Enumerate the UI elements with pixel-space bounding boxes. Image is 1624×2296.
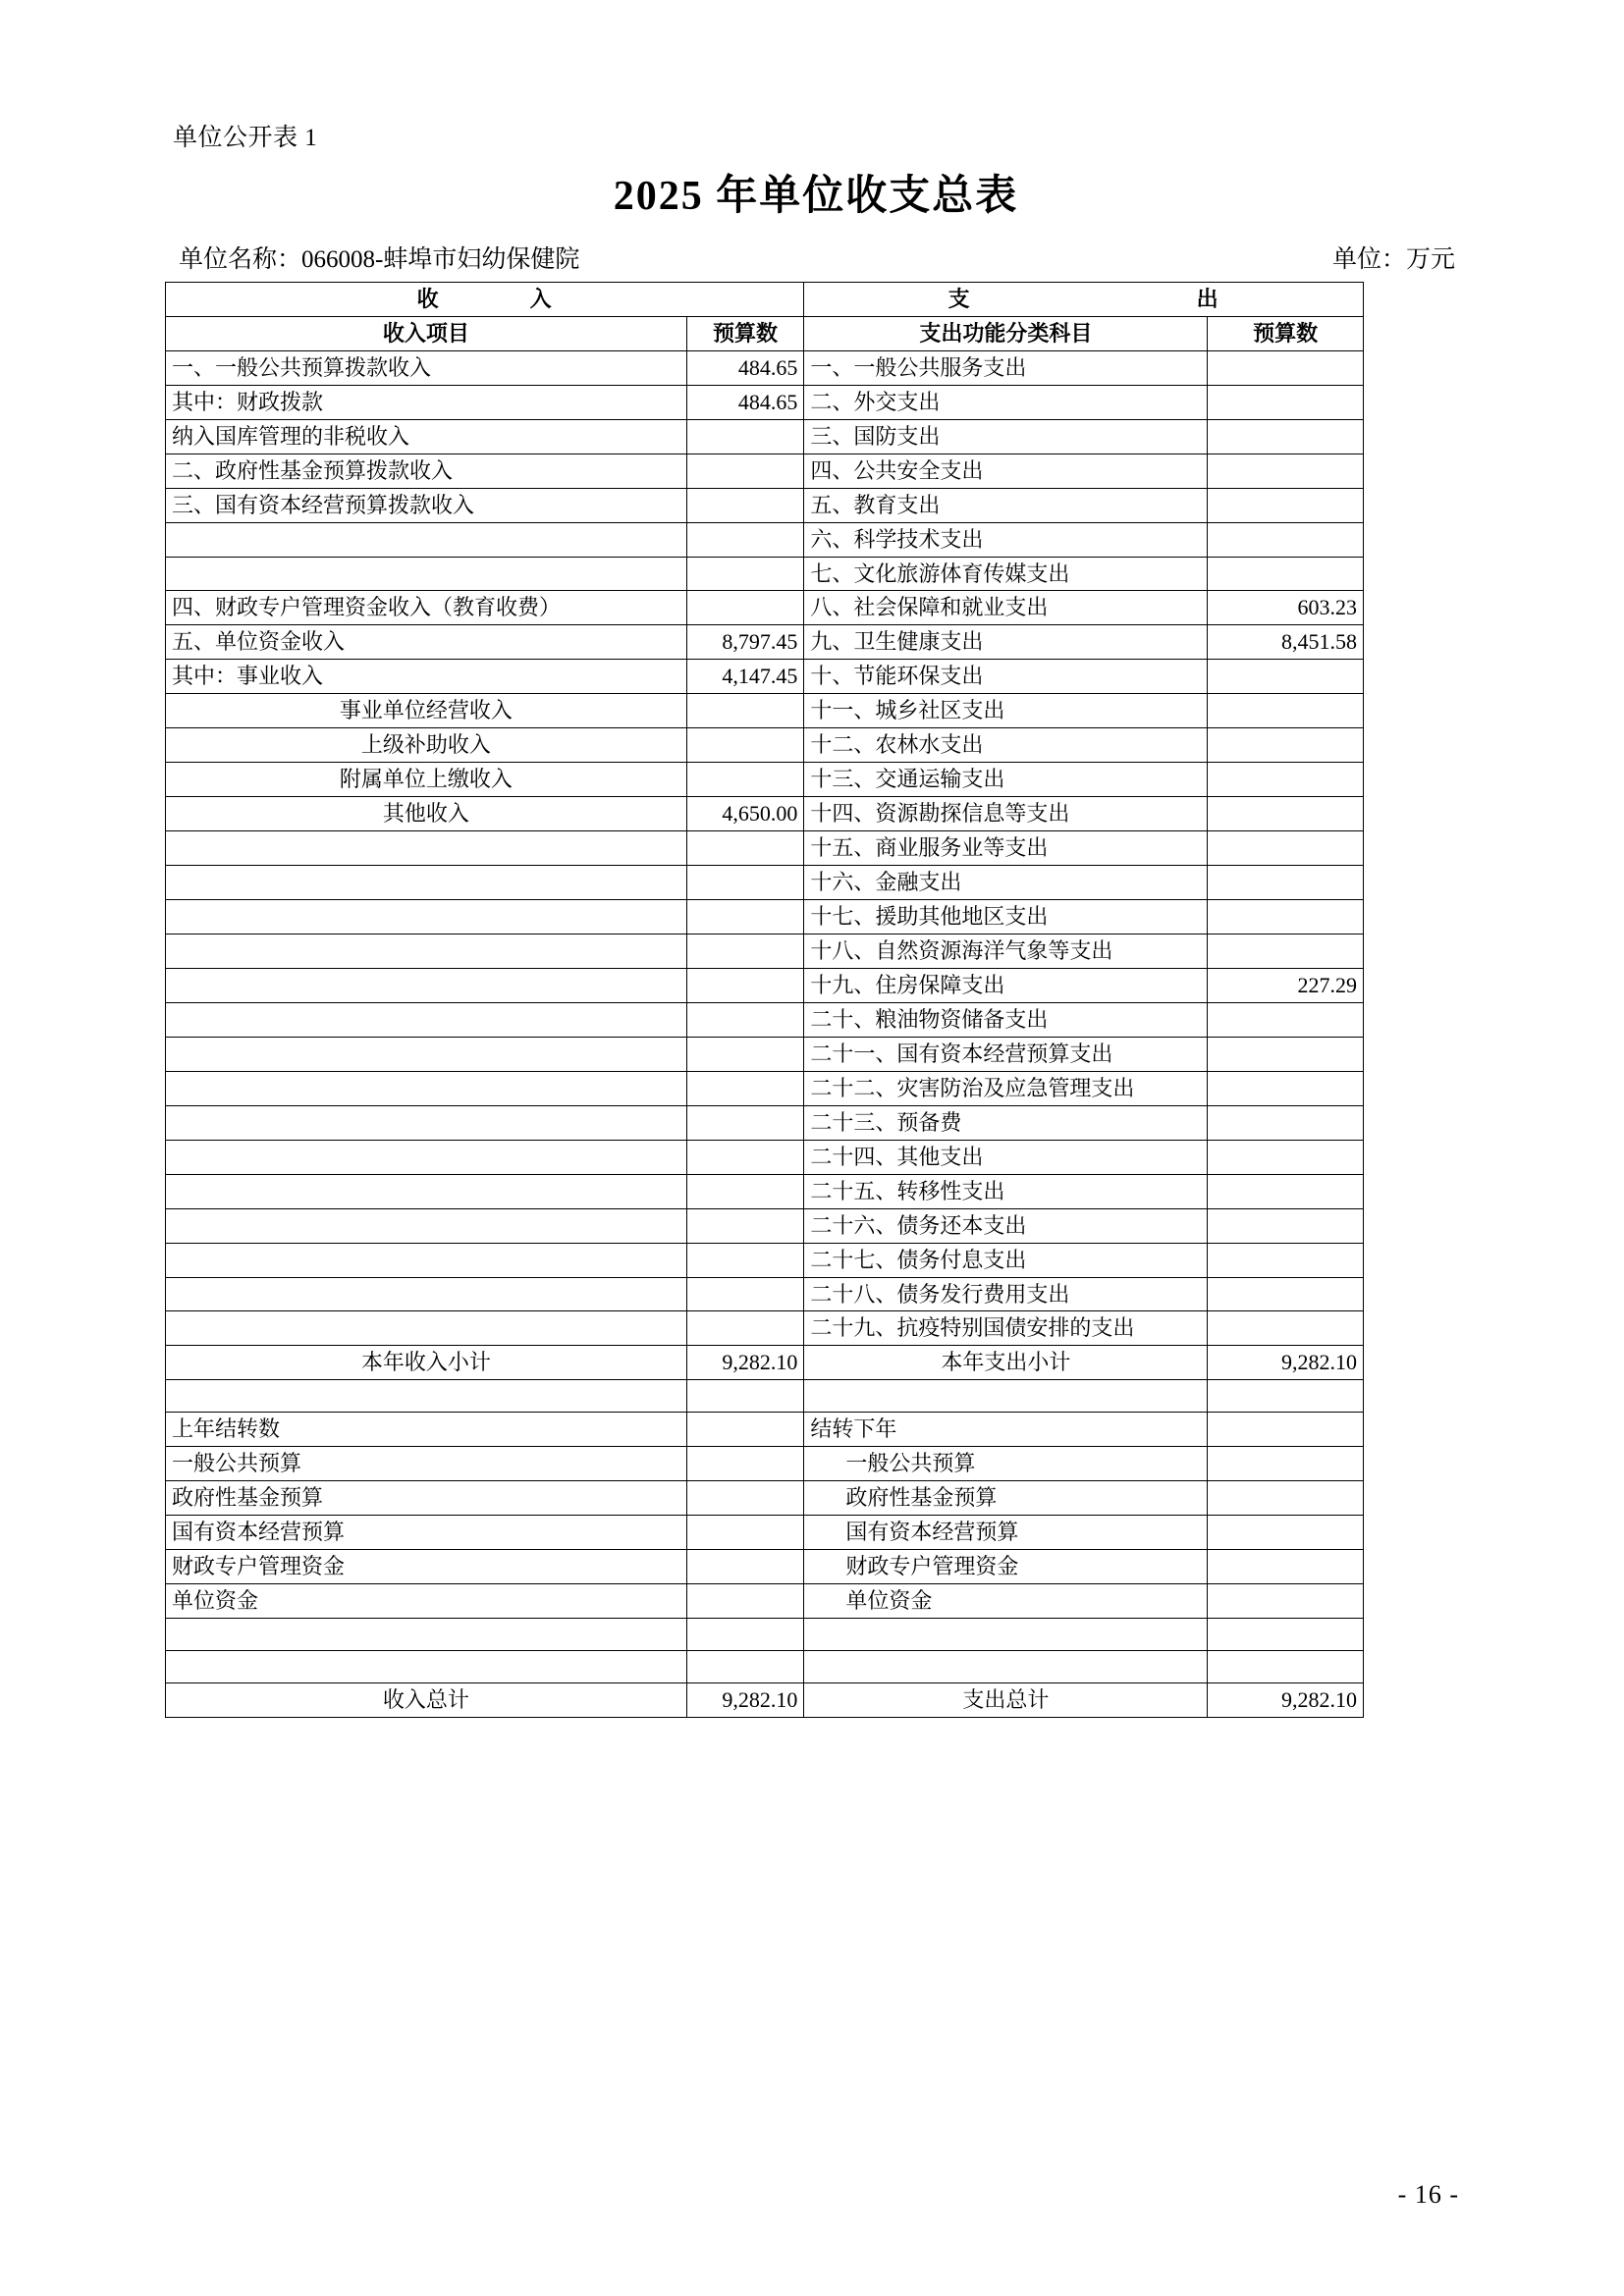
income-item-label: 其中：财政拨款 xyxy=(166,385,687,419)
table-row xyxy=(166,1037,1364,1071)
expense-subtotal-value: 9,282.10 xyxy=(1208,1346,1364,1380)
table-row xyxy=(166,625,1364,660)
income-item-label: 上级补助收入 xyxy=(166,728,687,763)
expense-item-value xyxy=(1208,797,1364,831)
expense-item-value xyxy=(1208,419,1364,454)
group-header-expense-char2: 出 xyxy=(1196,286,1219,311)
expense-item-label: 八、社会保障和就业支出 xyxy=(804,591,1208,625)
income-item-value xyxy=(686,934,804,969)
table-row xyxy=(166,728,1364,763)
expense-item-value: 8,451.58 xyxy=(1208,625,1364,660)
column-header-income-budget: 预算数 xyxy=(686,316,804,350)
carryover-income-value xyxy=(686,1584,804,1619)
spacer-cell xyxy=(1208,1619,1364,1651)
table-row xyxy=(166,1380,1364,1413)
expense-item-label: 二十、粮油物资储备支出 xyxy=(804,1002,1208,1037)
income-item-value xyxy=(686,831,804,866)
income-item-value xyxy=(686,1037,804,1071)
expense-item-label: 十四、资源勘探信息等支出 xyxy=(804,797,1208,831)
carryover-header-row xyxy=(166,1413,1364,1447)
table-row xyxy=(166,1651,1364,1683)
carryover-expense-value xyxy=(1208,1481,1364,1516)
income-item-label xyxy=(166,900,687,934)
income-item-label: 纳入国库管理的非税收入 xyxy=(166,419,687,454)
expense-item-value xyxy=(1208,385,1364,419)
table-row xyxy=(166,694,1364,728)
carryover-expense-label: 财政专户管理资金 xyxy=(804,1550,1208,1584)
income-item-value xyxy=(686,522,804,557)
table-row xyxy=(166,488,1364,522)
spacer-cell xyxy=(686,1619,804,1651)
expense-subtotal-label: 本年支出小计 xyxy=(804,1346,1208,1380)
income-item-label xyxy=(166,1208,687,1243)
income-item-label xyxy=(166,1277,687,1311)
group-header-income-char2: 入 xyxy=(529,286,553,311)
expense-item-value xyxy=(1208,763,1364,797)
table-row xyxy=(166,1277,1364,1311)
income-item-value xyxy=(686,1277,804,1311)
expense-item-value: 603.23 xyxy=(1208,591,1364,625)
page-title: 2025 年单位收支总表 xyxy=(613,174,1019,219)
expense-item-value xyxy=(1208,728,1364,763)
carryover-income-value xyxy=(686,1516,804,1550)
spacer-cell xyxy=(166,1619,687,1651)
income-item-label xyxy=(166,1140,687,1174)
carryover-next-year-label: 结转下年 xyxy=(804,1413,1208,1447)
carryover-income-label: 财政专户管理资金 xyxy=(166,1550,687,1584)
column-header-income-item: 收入项目 xyxy=(166,316,687,350)
income-subtotal-value: 9,282.10 xyxy=(686,1346,804,1380)
income-item-value: 4,147.45 xyxy=(686,660,804,694)
carryover-prev-year-value xyxy=(686,1413,804,1447)
income-item-label xyxy=(166,1071,687,1105)
table-row xyxy=(166,1311,1364,1346)
expense-item-value xyxy=(1208,831,1364,866)
amount-unit: 单位：万元 xyxy=(1331,246,1455,274)
spacer-cell xyxy=(166,1380,687,1413)
expense-item-label: 三、国防支出 xyxy=(804,419,1208,454)
table-row xyxy=(166,866,1364,900)
income-item-value xyxy=(686,1174,804,1208)
income-total-label: 收入总计 xyxy=(166,1683,687,1718)
carryover-expense-value xyxy=(1208,1550,1364,1584)
income-item-value xyxy=(686,1208,804,1243)
form-label: 单位公开表 1 xyxy=(173,125,318,151)
expense-item-label: 二十一、国有资本经营预算支出 xyxy=(804,1037,1208,1071)
expense-item-value xyxy=(1208,1071,1364,1105)
column-header-expense-budget: 预算数 xyxy=(1208,316,1364,350)
table-row xyxy=(166,934,1364,969)
expense-item-label: 十八、自然资源海洋气象等支出 xyxy=(804,934,1208,969)
expense-item-value xyxy=(1208,454,1364,488)
table-row xyxy=(166,1002,1364,1037)
table-row xyxy=(166,831,1364,866)
expense-item-label: 十七、援助其他地区支出 xyxy=(804,900,1208,934)
carryover-expense-label: 一般公共预算 xyxy=(804,1447,1208,1481)
page-number: - 16 - xyxy=(1397,2180,1459,2209)
expense-item-value xyxy=(1208,1277,1364,1311)
income-item-value xyxy=(686,728,804,763)
carryover-expense-label: 单位资金 xyxy=(804,1584,1208,1619)
table-row xyxy=(166,1140,1364,1174)
income-item-label: 四、财政专户管理资金收入（教育收费） xyxy=(166,591,687,625)
income-item-label xyxy=(166,557,687,591)
expense-item-label: 四、公共安全支出 xyxy=(804,454,1208,488)
income-item-label xyxy=(166,934,687,969)
income-item-label xyxy=(166,1311,687,1346)
table-row xyxy=(166,350,1364,385)
income-item-value xyxy=(686,866,804,900)
column-header-expense-item: 支出功能分类科目 xyxy=(804,316,1208,350)
expense-item-value xyxy=(1208,900,1364,934)
table-row xyxy=(166,454,1364,488)
income-item-label: 事业单位经营收入 xyxy=(166,694,687,728)
expense-item-value xyxy=(1208,1002,1364,1037)
expense-item-value xyxy=(1208,1243,1364,1277)
income-item-value: 484.65 xyxy=(686,385,804,419)
income-item-label: 一、一般公共预算拨款收入 xyxy=(166,350,687,385)
spacer-cell xyxy=(1208,1380,1364,1413)
expense-item-value xyxy=(1208,557,1364,591)
table-row xyxy=(166,1243,1364,1277)
group-header-expense xyxy=(804,282,1364,316)
group-header-income-char1: 收 xyxy=(416,286,440,311)
budget-table-body xyxy=(166,282,1364,1717)
spacer-cell xyxy=(804,1651,1208,1683)
income-item-value: 4,650.00 xyxy=(686,797,804,831)
income-item-value xyxy=(686,694,804,728)
expense-item-label: 一、一般公共服务支出 xyxy=(804,350,1208,385)
income-item-value xyxy=(686,1243,804,1277)
expense-item-value xyxy=(1208,1105,1364,1140)
carryover-income-value xyxy=(686,1447,804,1481)
income-item-value xyxy=(686,1002,804,1037)
carryover-income-value xyxy=(686,1550,804,1584)
income-item-label: 二、政府性基金预算拨款收入 xyxy=(166,454,687,488)
carryover-row xyxy=(166,1516,1364,1550)
expense-item-label: 十二、农林水支出 xyxy=(804,728,1208,763)
table-row xyxy=(166,419,1364,454)
table-row xyxy=(166,385,1364,419)
expense-item-label: 五、教育支出 xyxy=(804,488,1208,522)
expense-item-value xyxy=(1208,1174,1364,1208)
expense-item-label: 二十五、转移性支出 xyxy=(804,1174,1208,1208)
spacer-cell xyxy=(1208,1651,1364,1683)
carryover-expense-label: 国有资本经营预算 xyxy=(804,1516,1208,1550)
income-item-label xyxy=(166,522,687,557)
income-item-label xyxy=(166,1037,687,1071)
table-row xyxy=(166,1174,1364,1208)
table-row xyxy=(166,968,1364,1002)
carryover-expense-value xyxy=(1208,1447,1364,1481)
expense-item-label: 七、文化旅游体育传媒支出 xyxy=(804,557,1208,591)
unit-name: 单位名称：066008-蚌埠市妇幼保健院 xyxy=(179,246,580,274)
carryover-income-value xyxy=(686,1481,804,1516)
expense-item-label: 二十七、债务付息支出 xyxy=(804,1243,1208,1277)
expense-item-value xyxy=(1208,488,1364,522)
income-item-value xyxy=(686,1105,804,1140)
income-item-value xyxy=(686,488,804,522)
expense-item-label: 十五、商业服务业等支出 xyxy=(804,831,1208,866)
carryover-row xyxy=(166,1481,1364,1516)
income-item-value xyxy=(686,1140,804,1174)
carryover-income-label: 政府性基金预算 xyxy=(166,1481,687,1516)
income-item-label: 五、单位资金收入 xyxy=(166,625,687,660)
table-row xyxy=(166,1105,1364,1140)
carryover-row xyxy=(166,1550,1364,1584)
income-item-label: 其中：事业收入 xyxy=(166,660,687,694)
income-item-label xyxy=(166,1002,687,1037)
carryover-expense-label: 政府性基金预算 xyxy=(804,1481,1208,1516)
table-row xyxy=(166,1208,1364,1243)
carryover-row xyxy=(166,1584,1364,1619)
expense-item-label: 十、节能环保支出 xyxy=(804,660,1208,694)
carryover-expense-value xyxy=(1208,1584,1364,1619)
table-column-header-row xyxy=(166,316,1364,350)
expense-item-label: 九、卫生健康支出 xyxy=(804,625,1208,660)
carryover-row xyxy=(166,1447,1364,1481)
spacer-cell xyxy=(166,1651,687,1683)
table-row xyxy=(166,591,1364,625)
income-item-value xyxy=(686,591,804,625)
table-row xyxy=(166,557,1364,591)
income-item-label xyxy=(166,1105,687,1140)
table-row xyxy=(166,1071,1364,1105)
carryover-income-label: 单位资金 xyxy=(166,1584,687,1619)
expense-item-value xyxy=(1208,1311,1364,1346)
table-row xyxy=(166,660,1364,694)
expense-item-label: 二十二、灾害防治及应急管理支出 xyxy=(804,1071,1208,1105)
table-row xyxy=(166,1619,1364,1651)
income-item-value xyxy=(686,968,804,1002)
table-group-header-row xyxy=(166,282,1364,316)
spacer-cell xyxy=(686,1380,804,1413)
expense-item-label: 二十八、债务发行费用支出 xyxy=(804,1277,1208,1311)
expense-item-value xyxy=(1208,1140,1364,1174)
income-total-value: 9,282.10 xyxy=(686,1683,804,1718)
expense-item-value xyxy=(1208,866,1364,900)
subtotal-row xyxy=(166,1346,1364,1380)
expense-item-value xyxy=(1208,350,1364,385)
income-item-label: 其他收入 xyxy=(166,797,687,831)
expense-item-label: 二十六、债务还本支出 xyxy=(804,1208,1208,1243)
expense-item-label: 十九、住房保障支出 xyxy=(804,968,1208,1002)
table-row xyxy=(166,900,1364,934)
expense-item-value: 227.29 xyxy=(1208,968,1364,1002)
expense-item-label: 二十四、其他支出 xyxy=(804,1140,1208,1174)
expense-item-label: 二、外交支出 xyxy=(804,385,1208,419)
income-item-label xyxy=(166,866,687,900)
spacer-cell xyxy=(686,1651,804,1683)
carryover-income-label: 一般公共预算 xyxy=(166,1447,687,1481)
income-item-value xyxy=(686,419,804,454)
group-header-expense-char1: 支 xyxy=(947,286,971,311)
income-item-label xyxy=(166,831,687,866)
income-item-label xyxy=(166,1174,687,1208)
expense-item-value xyxy=(1208,934,1364,969)
carryover-next-year-value xyxy=(1208,1413,1364,1447)
spacer-cell xyxy=(804,1380,1208,1413)
carryover-expense-value xyxy=(1208,1516,1364,1550)
expense-item-value xyxy=(1208,1208,1364,1243)
grand-total-row xyxy=(166,1683,1364,1718)
expense-item-value xyxy=(1208,660,1364,694)
table-row xyxy=(166,522,1364,557)
expense-item-label: 六、科学技术支出 xyxy=(804,522,1208,557)
income-item-value xyxy=(686,1311,804,1346)
income-item-label: 三、国有资本经营预算拨款收入 xyxy=(166,488,687,522)
income-item-value xyxy=(686,900,804,934)
budget-table xyxy=(165,282,1364,1718)
table-row xyxy=(166,797,1364,831)
income-item-value xyxy=(686,1071,804,1105)
expense-item-value xyxy=(1208,522,1364,557)
table-row xyxy=(166,763,1364,797)
expense-item-label: 十一、城乡社区支出 xyxy=(804,694,1208,728)
carryover-prev-year-label: 上年结转数 xyxy=(166,1413,687,1447)
income-item-value xyxy=(686,557,804,591)
expense-total-value: 9,282.10 xyxy=(1208,1683,1364,1718)
expense-item-value xyxy=(1208,694,1364,728)
income-item-value: 484.65 xyxy=(686,350,804,385)
expense-item-label: 十六、金融支出 xyxy=(804,866,1208,900)
expense-item-label: 二十九、抗疫特别国债安排的支出 xyxy=(804,1311,1208,1346)
income-item-label: 附属单位上缴收入 xyxy=(166,763,687,797)
income-item-value xyxy=(686,763,804,797)
expense-total-label: 支出总计 xyxy=(804,1683,1208,1718)
expense-item-label: 二十三、预备费 xyxy=(804,1105,1208,1140)
spacer-cell xyxy=(804,1619,1208,1651)
expense-item-value xyxy=(1208,1037,1364,1071)
income-item-label xyxy=(166,968,687,1002)
income-item-label xyxy=(166,1243,687,1277)
income-item-value: 8,797.45 xyxy=(686,625,804,660)
meta-row xyxy=(165,246,1467,274)
group-header-income xyxy=(166,282,804,316)
income-item-value xyxy=(686,454,804,488)
income-subtotal-label: 本年收入小计 xyxy=(166,1346,687,1380)
expense-item-label: 十三、交通运输支出 xyxy=(804,763,1208,797)
carryover-income-label: 国有资本经营预算 xyxy=(166,1516,687,1550)
